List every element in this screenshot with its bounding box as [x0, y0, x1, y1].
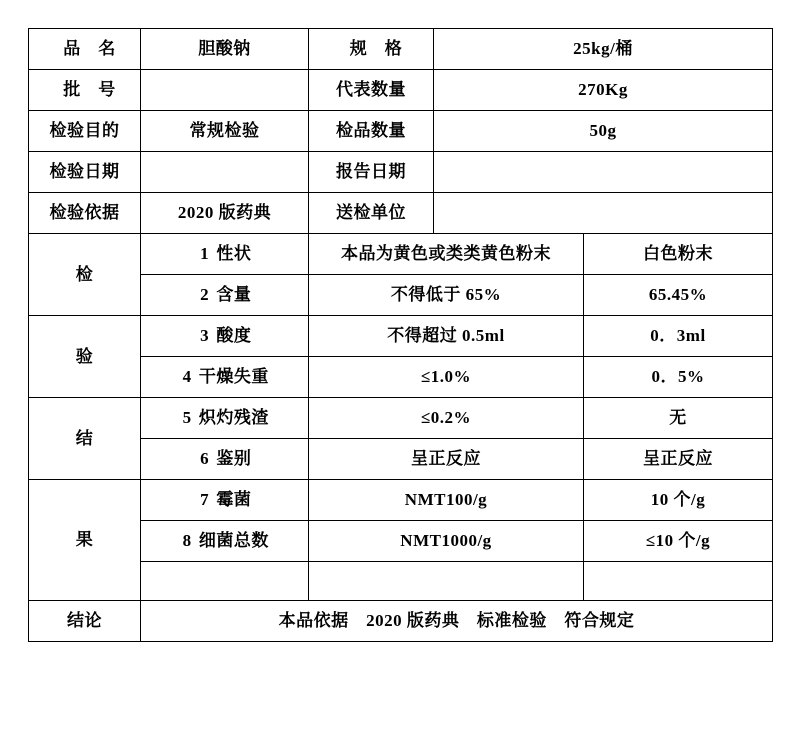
field-value-purpose: 常规检验: [141, 111, 309, 152]
result-item-2: [141, 275, 309, 316]
table-row: [29, 111, 773, 152]
result-item-3: [141, 316, 309, 357]
result-item-number: 5: [182, 408, 192, 428]
result-spec-6: 呈正反应: [309, 439, 584, 480]
results-side-label-4: 果: [29, 480, 141, 601]
result-item-name: 含量: [216, 285, 252, 305]
table-row: [29, 357, 773, 398]
result-spec-8: NMT1000/g: [309, 521, 584, 562]
conclusion-text: 本品依据 2020 版药典 标准检验 符合规定: [141, 601, 773, 642]
result-spec-2: 不得低于 65%: [309, 275, 584, 316]
result-value-4: 0．5%: [584, 357, 773, 398]
results-side-label-3: 结: [29, 398, 141, 480]
field-value-product-name: 胆酸钠: [141, 29, 309, 70]
table-row: [29, 562, 773, 601]
conclusion-label: 结论: [29, 601, 141, 642]
result-item-name: 干燥失重: [198, 367, 269, 387]
field-label-sample-qty: 检品数量: [309, 111, 434, 152]
results-side-label-1: 检: [29, 234, 141, 316]
result-item-number: 6: [200, 449, 210, 469]
field-label-purpose: 检验目的: [29, 111, 141, 152]
field-label-report-date: 报告日期: [309, 152, 434, 193]
result-value-6: 呈正反应: [584, 439, 773, 480]
table-row: [29, 70, 773, 111]
result-item-number: 8: [182, 531, 192, 551]
result-value-8: ≤10 个/g: [584, 521, 773, 562]
field-value-submitting-unit: [434, 193, 773, 234]
field-value-inspect-date: [141, 152, 309, 193]
result-value-7: 10 个/g: [584, 480, 773, 521]
result-item-8: [141, 521, 309, 562]
field-label-basis: 检验依据: [29, 193, 141, 234]
field-label-spec: 规 格: [309, 29, 434, 70]
result-item-name: 酸度: [216, 326, 252, 346]
field-value-sample-qty: 50g: [434, 111, 773, 152]
field-label-inspect-date: 检验日期: [29, 152, 141, 193]
result-spec-7: NMT100/g: [309, 480, 584, 521]
result-item-9: [141, 562, 309, 601]
result-item-name: 鉴别: [216, 449, 252, 469]
table-row: [29, 29, 773, 70]
result-spec-5: ≤0.2%: [309, 398, 584, 439]
result-item-number: 4: [182, 367, 192, 387]
result-item-4: [141, 357, 309, 398]
result-item-name: 性状: [216, 244, 252, 264]
result-item-number: 1: [200, 244, 210, 264]
result-item-name: 霉菌: [216, 490, 252, 510]
field-label-submitting-unit: 送检单位: [309, 193, 434, 234]
results-side-label-2: 验: [29, 316, 141, 398]
result-item-6: [141, 439, 309, 480]
table-row: [29, 480, 773, 521]
result-value-9: [584, 562, 773, 601]
result-spec-3: 不得超过 0.5ml: [309, 316, 584, 357]
table-row: [29, 439, 773, 480]
field-value-basis: 2020 版药典: [141, 193, 309, 234]
result-value-2: 65.45%: [584, 275, 773, 316]
field-label-represent-qty: 代表数量: [309, 70, 434, 111]
table-row: [29, 316, 773, 357]
table-row: [29, 398, 773, 439]
table-row: [29, 152, 773, 193]
result-item-name: 细菌总数: [198, 531, 269, 551]
field-value-represent-qty: 270Kg: [434, 70, 773, 111]
table-row: [29, 193, 773, 234]
table-row: [29, 234, 773, 275]
field-label-batch-no: 批 号: [29, 70, 141, 111]
result-spec-9: [309, 562, 584, 601]
table-row: [29, 601, 773, 642]
inspection-report-table: [28, 28, 773, 642]
field-value-report-date: [434, 152, 773, 193]
field-label-product-name: 品 名: [29, 29, 141, 70]
field-value-batch-no: [141, 70, 309, 111]
result-item-7: [141, 480, 309, 521]
table-row: [29, 275, 773, 316]
result-spec-1: 本品为黄色或类类黄色粉末: [309, 234, 584, 275]
table-row: [29, 521, 773, 562]
result-value-5: 无: [584, 398, 773, 439]
result-item-5: [141, 398, 309, 439]
result-item-1: [141, 234, 309, 275]
result-item-number: 3: [200, 326, 210, 346]
result-value-3: 0．3ml: [584, 316, 773, 357]
result-item-number: 7: [200, 490, 210, 510]
result-item-name: 炽灼残渣: [198, 408, 269, 428]
result-value-1: 白色粉末: [584, 234, 773, 275]
field-value-spec: 25kg/桶: [434, 29, 773, 70]
result-item-number: 2: [200, 285, 210, 305]
result-spec-4: ≤1.0%: [309, 357, 584, 398]
